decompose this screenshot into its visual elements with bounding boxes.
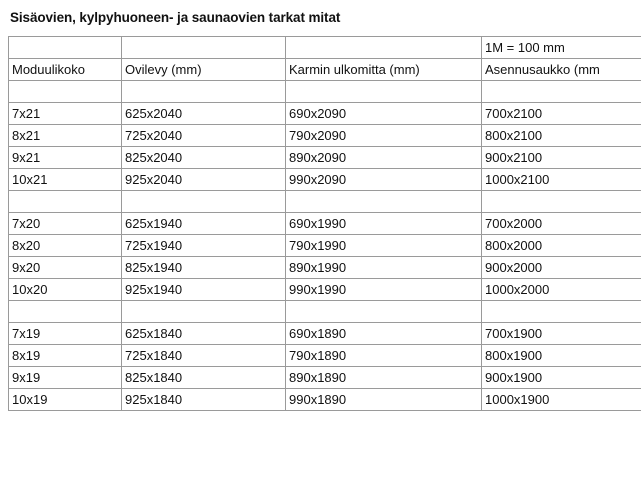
table-cell[interactable]: 8x20 bbox=[9, 235, 122, 257]
header-installation-opening[interactable]: Asennusaukko (mm bbox=[482, 59, 641, 81]
table-cell[interactable]: 725x1840 bbox=[122, 345, 286, 367]
table-cell[interactable] bbox=[286, 81, 482, 103]
table-cell[interactable]: 800x1900 bbox=[482, 345, 641, 367]
table-cell[interactable]: 10x21 bbox=[9, 169, 122, 191]
table-cell[interactable]: 9x21 bbox=[9, 147, 122, 169]
table-cell[interactable]: 690x1890 bbox=[286, 323, 482, 345]
sheet-title: Sisäovien, kylpyhuoneen- ja saunaovien tarkat mitat bbox=[10, 10, 341, 25]
table-cell[interactable] bbox=[482, 191, 641, 213]
table-row bbox=[9, 147, 641, 169]
table-cell[interactable]: 7x20 bbox=[9, 213, 122, 235]
table-cell[interactable]: 890x1890 bbox=[286, 367, 482, 389]
table-cell[interactable] bbox=[122, 191, 286, 213]
scale-note-row bbox=[9, 37, 641, 59]
table-cell[interactable]: 1000x2000 bbox=[482, 279, 641, 301]
table-cell[interactable]: 625x1840 bbox=[122, 323, 286, 345]
table-row bbox=[9, 257, 641, 279]
table-row bbox=[9, 235, 641, 257]
table-cell[interactable]: 725x1940 bbox=[122, 235, 286, 257]
table-cell[interactable] bbox=[122, 301, 286, 323]
scale-note[interactable]: 1M = 100 mm bbox=[482, 37, 641, 59]
table-row bbox=[9, 213, 641, 235]
table-cell[interactable] bbox=[286, 301, 482, 323]
table-cell[interactable]: 700x1900 bbox=[482, 323, 641, 345]
table-cell[interactable] bbox=[9, 37, 122, 59]
table-row bbox=[9, 367, 641, 389]
table-cell[interactable]: 9x19 bbox=[9, 367, 122, 389]
table-cell[interactable]: 7x21 bbox=[9, 103, 122, 125]
table-cell[interactable] bbox=[482, 81, 641, 103]
table-cell[interactable] bbox=[286, 191, 482, 213]
table-cell[interactable]: 800x2100 bbox=[482, 125, 641, 147]
table-row bbox=[9, 323, 641, 345]
table-cell[interactable]: 625x2040 bbox=[122, 103, 286, 125]
table-cell[interactable]: 10x20 bbox=[9, 279, 122, 301]
table-cell[interactable]: 690x1990 bbox=[286, 213, 482, 235]
table-row bbox=[9, 125, 641, 147]
spacer-row bbox=[9, 301, 641, 323]
table-cell[interactable]: 690x2090 bbox=[286, 103, 482, 125]
table-row bbox=[9, 103, 641, 125]
table-cell[interactable]: 1000x1900 bbox=[482, 389, 641, 411]
table-cell[interactable] bbox=[9, 81, 122, 103]
table-row bbox=[9, 169, 641, 191]
table-cell[interactable] bbox=[9, 301, 122, 323]
table-cell[interactable]: 900x2000 bbox=[482, 257, 641, 279]
table-cell[interactable]: 9x20 bbox=[9, 257, 122, 279]
table-cell[interactable]: 790x2090 bbox=[286, 125, 482, 147]
table-cell[interactable] bbox=[122, 81, 286, 103]
table-cell[interactable]: 7x19 bbox=[9, 323, 122, 345]
table-cell[interactable]: 825x1940 bbox=[122, 257, 286, 279]
table-cell[interactable] bbox=[122, 37, 286, 59]
table-cell[interactable]: 790x1990 bbox=[286, 235, 482, 257]
table-cell[interactable]: 725x2040 bbox=[122, 125, 286, 147]
table-cell[interactable]: 1000x2100 bbox=[482, 169, 641, 191]
table-cell[interactable] bbox=[482, 301, 641, 323]
table-cell[interactable]: 890x1990 bbox=[286, 257, 482, 279]
table-cell[interactable]: 990x2090 bbox=[286, 169, 482, 191]
table-cell[interactable]: 800x2000 bbox=[482, 235, 641, 257]
table-row bbox=[9, 345, 641, 367]
header-frame-outer[interactable]: Karmin ulkomitta (mm) bbox=[286, 59, 482, 81]
table-cell[interactable]: 900x1900 bbox=[482, 367, 641, 389]
table-cell[interactable]: 990x1990 bbox=[286, 279, 482, 301]
table-cell[interactable] bbox=[9, 191, 122, 213]
header-row bbox=[9, 59, 641, 81]
table-cell[interactable]: 700x2100 bbox=[482, 103, 641, 125]
table-cell[interactable]: 925x1840 bbox=[122, 389, 286, 411]
table-cell[interactable]: 825x1840 bbox=[122, 367, 286, 389]
table-cell[interactable]: 700x2000 bbox=[482, 213, 641, 235]
table-row bbox=[9, 279, 641, 301]
table-cell[interactable]: 8x19 bbox=[9, 345, 122, 367]
table-cell[interactable]: 10x19 bbox=[9, 389, 122, 411]
table-cell[interactable]: 925x2040 bbox=[122, 169, 286, 191]
table-cell[interactable]: 625x1940 bbox=[122, 213, 286, 235]
spacer-row bbox=[9, 81, 641, 103]
table-cell[interactable] bbox=[286, 37, 482, 59]
table-cell[interactable]: 825x2040 bbox=[122, 147, 286, 169]
header-door-leaf[interactable]: Ovilevy (mm) bbox=[122, 59, 286, 81]
header-module-size[interactable]: Moduulikoko bbox=[9, 59, 122, 81]
spacer-row bbox=[9, 191, 641, 213]
table-cell[interactable]: 890x2090 bbox=[286, 147, 482, 169]
table-cell[interactable]: 990x1890 bbox=[286, 389, 482, 411]
table-cell[interactable]: 8x21 bbox=[9, 125, 122, 147]
table-cell[interactable]: 790x1890 bbox=[286, 345, 482, 367]
door-dimensions-table bbox=[8, 36, 641, 411]
table-cell[interactable]: 900x2100 bbox=[482, 147, 641, 169]
table-row bbox=[9, 389, 641, 411]
table-cell[interactable]: 925x1940 bbox=[122, 279, 286, 301]
